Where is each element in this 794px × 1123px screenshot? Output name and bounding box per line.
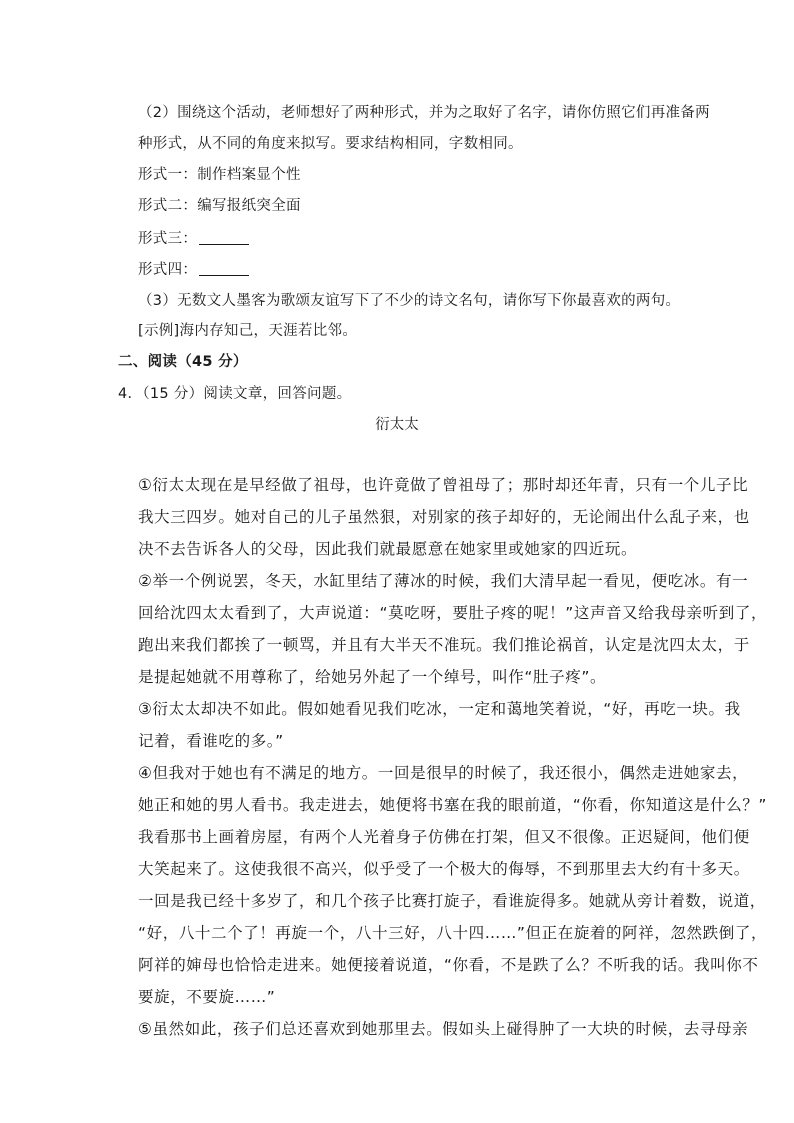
section-heading: 二、阅读（45 分）: [118, 354, 248, 370]
article-title: 衍太太: [375, 417, 419, 433]
article-line: ③衍太太却决不如此。假如她看见我们吃冰，一定和蔼地笑着说，“好，再吃一块。我: [138, 700, 741, 718]
article-line: ⑤虽然如此，孩子们总还喜欢到她那里去。假如头上碰得肿了一大块的时候，去寻母亲: [138, 1020, 749, 1038]
question-4-intro: 4．（15 分）阅读文章，回答问题。: [118, 386, 352, 402]
article-line: 一回是我已经十多岁了，和几个孩子比赛打旋子，看谁旋得多。她就从旁计着数，说道，: [138, 892, 766, 910]
article-line: 回给沈四太太看到了，大声说道：“莫吃呀，要肚子疼的呢！”这声音又给我母亲听到了，: [138, 604, 768, 622]
article-line: 大笑起来了。这使我很不高兴，似乎受了一个极大的侮辱，不到那里去大约有十多天。: [138, 860, 750, 878]
form-four: [138, 260, 249, 280]
article-line: 是提起她就不用尊称了，给她另外起了一个绰号，叫作“肚子疼”。: [138, 668, 607, 686]
article-line: 决不去告诉各人的父母，因此我们就最愿意在她家里或她家的四近玩。: [138, 540, 638, 558]
form-four-label: 形式四：: [138, 262, 198, 278]
article-line: 跑出来我们都挨了一顿骂，并且有大半天不准玩。我们推论祸首，认定是沈四太太，于: [138, 636, 750, 654]
article-line: 记着，看谁吃的多。”: [138, 732, 284, 750]
form-four-blank[interactable]: [199, 261, 249, 276]
form-two: 形式二：编写报纸突全面: [138, 198, 301, 214]
article-line: ①衍太太现在是早经做了祖母，也许竟做了曾祖母了；那时却还年青，只有一个儿子比: [138, 476, 749, 494]
question-3-2-line-2: 种形式，从不同的角度来拟写。要求结构相同，字数相同。: [138, 136, 523, 152]
article-line: 她正和她的男人看书。我走进去，她便将书塞在我的眼前道，“你看，你知道这是什么？”: [138, 796, 768, 814]
form-three-label: 形式三：: [138, 231, 198, 247]
article-line: 我看那书上画着房屋，有两个人光着身子仿佛在打架，但又不很像。正迟疑间，他们便: [138, 828, 750, 846]
article-line: ②举一个例说罢，冬天，水缸里结了薄冰的时候，我们大清早起一看见，便吃冰。有一: [138, 572, 749, 590]
article-line: 阿祥的婶母也恰恰走进来。她便接着说道，“你看，不是跌了么？不听我的话。我叫你不: [138, 956, 759, 974]
form-one: 形式一：制作档案显个性: [138, 167, 301, 183]
question-3-3: （3）无数文人墨客为歌颂友谊写下了不少的诗文名句，请你写下你最喜欢的两句。: [138, 293, 681, 309]
article-line: “好，八十二个了！再旋一个，八十三好，八十四……”但正在旋着的阿祥，忽然跌倒了，: [138, 924, 768, 942]
form-three: [138, 229, 249, 249]
example-line: [示例]海内存知己，天涯若比邻。: [138, 323, 358, 339]
form-three-blank[interactable]: [199, 230, 249, 245]
article-line: 我大三四岁。她对自己的儿子虽然狠，对别家的孩子却好的，无论闹出什么乱子来，也: [138, 508, 750, 526]
article-line: ④但我对于她也有不满足的地方。一回是很早的时候了，我还很小，偶然走进她家去，: [138, 764, 749, 782]
article-line: 要旋，不要旋……”: [138, 988, 276, 1006]
question-3-2-line-1: （2）围绕这个活动，老师想好了两种形式，并为之取好了名字，请你仿照它们再准备两: [138, 105, 710, 121]
